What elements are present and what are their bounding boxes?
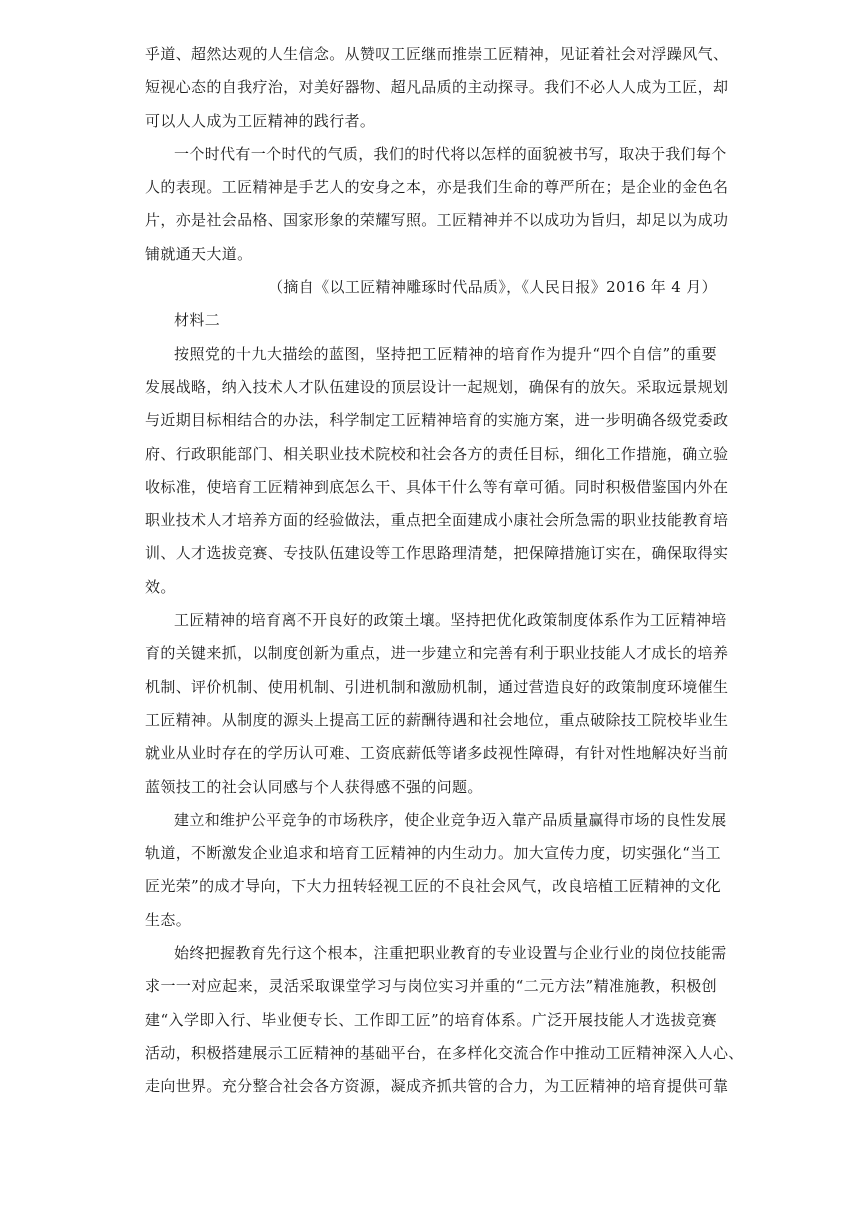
text-line: 训、人才选拔竞赛、专技队伍建设等工作思路理清楚，把保障措施订实在，确保取得实	[145, 544, 729, 563]
text-line: 建立和维护公平竞争的市场秩序，使企业竞争迈入靠产品质量赢得市场的良性发展	[174, 810, 727, 829]
text-line: 工匠精神的培育离不开良好的政策土壤。坚持把优化政策制度体系作为工匠精神培	[174, 611, 727, 630]
text-line: 匠光荣”的成才导向，下大力扭转轻视工匠的不良社会风气，改良培植工匠精神的文化	[145, 877, 721, 896]
text-line: 机制、评价机制、使用机制、引进机制和激励机制，通过营造良好的政策制度环境催生	[145, 677, 729, 696]
paragraph-3	[145, 338, 729, 604]
text-line: 就业从业时存在的学历认可难、工资底薪低等诸多歧视性障碍，有针对性地解决好当前	[145, 744, 729, 763]
paragraph-1	[145, 38, 729, 138]
source-citation: （摘自《以工匠精神雕琢时代品质》，《人民日报》2016 年 4 月）	[268, 278, 717, 297]
text-line: 生态。	[145, 910, 192, 929]
text-line: 工匠精神。从制度的源头上提高工匠的薪酬待遇和社会地位，重点破除技工院校毕业生	[145, 710, 729, 729]
text-line: 发展战略，纳入技术人才队伍建设的顶层设计一起规划，确保有的放矢。采取远景规划	[145, 377, 729, 396]
text-line: 乎道、超然达观的人生信念。从赞叹工匠继而推崇工匠精神，见证着社会对浮躁风气、	[145, 45, 729, 63]
text-line: 蓝领技工的社会认同感与个人获得感不强的问题。	[145, 777, 483, 796]
text-line: 始终把握教育先行这个根本，注重把职业教育的专业设置与企业行业的岗位技能需	[174, 944, 727, 963]
text-line: 求一一对应起来，灵活采取课堂学习与岗位实习并重的“二元方法”精准施教，积极创	[145, 977, 717, 996]
text-line: 活动，积极搭建展示工匠精神的基础平台，在多样化交流合作中推动工匠精神深入人心、	[145, 1043, 744, 1062]
paragraph-5	[145, 804, 727, 937]
text-line: 府、行政职能部门、相关职业技术院校和社会各方的责任目标，细化工作措施，确立验	[145, 444, 729, 463]
text-line: 走向世界。充分整合社会各方资源，凝成齐抓共管的合力，为工匠精神的培育提供可靠	[145, 1077, 729, 1096]
text-line: 职业技术人才培养方面的经验做法，重点把全面建成小康社会所急需的职业技能教育培	[145, 511, 729, 530]
document-page	[145, 38, 744, 1104]
text-line: 与近期目标相结合的办法，科学制定工匠精神培育的实施方案，进一步明确各级党委政	[145, 411, 729, 430]
text-line: 效。	[145, 577, 176, 596]
paragraph-6	[145, 937, 744, 1103]
paragraph-4	[145, 604, 729, 804]
text-line: 收标准，使培育工匠精神到底怎么干、具体干什么等有章可循。同时积极借鉴国内外在	[145, 477, 729, 496]
text-line: 轨道，不断激发企业追求和培育工匠精神的内生动力。加大宣传力度，切实强化“当工	[145, 844, 721, 863]
text-line: 育的关键来抓，以制度创新为重点，进一步建立和完善有利于职业技能人才成长的培养	[145, 644, 729, 663]
text-line: 可以人人成为工匠精神的践行者。	[145, 111, 376, 130]
text-line: 按照党的十九大描绘的蓝图，坚持把工匠精神的培育作为提升“四个自信”的重要	[174, 344, 717, 363]
text-line: 片，亦是社会品格、国家形象的荣耀写照。工匠精神并不以成功为旨归，却足以为成功	[145, 211, 729, 230]
paragraph-2	[145, 138, 729, 271]
text-line: 人的表现。工匠精神是手艺人的安身之本，亦是我们生命的尊严所在；是企业的金色名	[145, 178, 729, 197]
text-line: 建“入学即入行、毕业便专长、工作即工匠”的培育体系。广泛开展技能人才选拔竞赛	[145, 1010, 717, 1029]
text-line: 铺就通天大道。	[145, 244, 253, 263]
section-title: 材料二	[174, 311, 221, 330]
text-line: 一个时代有一个时代的气质，我们的时代将以怎样的面貌被书写，取决于我们每个	[174, 144, 727, 163]
text-line: 短视心态的自我疗治，对美好器物、超凡品质的主动探寻。我们不必人人成为工匠，却	[145, 78, 729, 97]
